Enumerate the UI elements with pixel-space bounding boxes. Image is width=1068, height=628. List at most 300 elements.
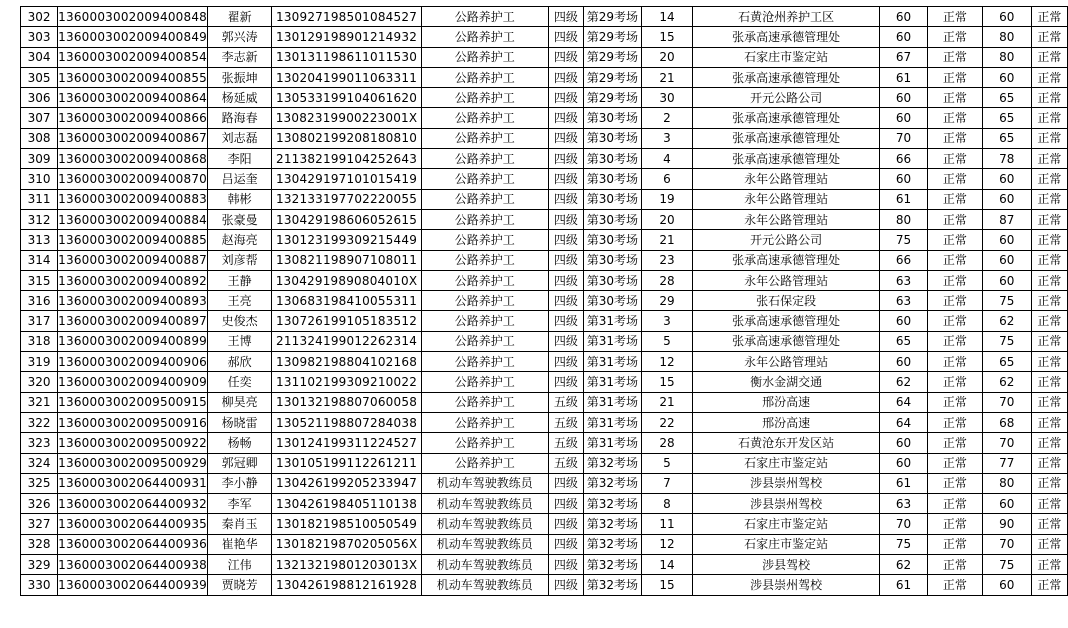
seat-cell: 2 [641, 108, 693, 128]
level-cell: 四级 [548, 575, 583, 595]
theory-status-cell: 正常 [927, 575, 982, 595]
practical-status-cell: 正常 [1031, 108, 1067, 128]
seat-cell: 15 [641, 575, 693, 595]
table-row [21, 473, 1068, 493]
table-row [21, 555, 1068, 575]
level-cell: 四级 [548, 291, 583, 311]
practical-score-cell: 75 [982, 291, 1031, 311]
exam-id-cell: 1360003002009400867 [58, 128, 208, 148]
occupation-cell: 机动车驾驶教练员 [421, 575, 548, 595]
practical-status-cell: 正常 [1031, 534, 1067, 554]
exam-room-cell: 第31考场 [584, 412, 642, 432]
unit-cell: 衡水金湖交通 [693, 372, 880, 392]
name-cell: 翟新 [208, 7, 272, 27]
seq-cell: 304 [21, 47, 58, 67]
seq-cell: 316 [21, 291, 58, 311]
practical-score-cell: 70 [982, 392, 1031, 412]
exam-room-cell: 第30考场 [584, 270, 642, 290]
exam-room-cell: 第30考场 [584, 291, 642, 311]
level-cell: 四级 [548, 250, 583, 270]
theory-score-cell: 67 [880, 47, 928, 67]
exam-id-cell: 1360003002009400848 [58, 7, 208, 27]
name-cell: 崔艳华 [208, 534, 272, 554]
theory-status-cell: 正常 [927, 47, 982, 67]
exam-room-cell: 第32考场 [584, 514, 642, 534]
occupation-cell: 公路养护工 [421, 230, 548, 250]
seq-cell: 315 [21, 270, 58, 290]
name-cell: 张振坤 [208, 67, 272, 87]
occupation-cell: 公路养护工 [421, 189, 548, 209]
seat-cell: 21 [641, 392, 693, 412]
table-row [21, 47, 1068, 67]
unit-cell: 邢汾高速 [693, 412, 880, 432]
seq-cell: 302 [21, 7, 58, 27]
results-table [20, 6, 1068, 596]
unit-cell: 石黄沧州养护工区 [693, 7, 880, 27]
exam-id-cell: 1360003002009400883 [58, 189, 208, 209]
occupation-cell: 公路养护工 [421, 108, 548, 128]
practical-status-cell: 正常 [1031, 412, 1067, 432]
exam-id-cell: 1360003002009500915 [58, 392, 208, 412]
practical-status-cell: 正常 [1031, 128, 1067, 148]
practical-status-cell: 正常 [1031, 27, 1067, 47]
seat-cell: 4 [641, 149, 693, 169]
occupation-cell: 公路养护工 [421, 27, 548, 47]
name-cell: 韩彬 [208, 189, 272, 209]
name-cell: 张豪曼 [208, 209, 272, 229]
seq-cell: 327 [21, 514, 58, 534]
exam-room-cell: 第30考场 [584, 230, 642, 250]
name-cell: 王亮 [208, 291, 272, 311]
theory-score-cell: 60 [880, 27, 928, 47]
seat-cell: 29 [641, 291, 693, 311]
id-number-cell: 13082319900223001X [272, 108, 422, 128]
practical-status-cell: 正常 [1031, 149, 1067, 169]
theory-score-cell: 60 [880, 433, 928, 453]
name-cell: 柳昊亮 [208, 392, 272, 412]
occupation-cell: 公路养护工 [421, 209, 548, 229]
unit-cell: 永年公路管理站 [693, 270, 880, 290]
practical-status-cell: 正常 [1031, 88, 1067, 108]
seq-cell: 307 [21, 108, 58, 128]
name-cell: 李志新 [208, 47, 272, 67]
theory-status-cell: 正常 [927, 555, 982, 575]
level-cell: 四级 [548, 209, 583, 229]
theory-status-cell: 正常 [927, 352, 982, 372]
theory-status-cell: 正常 [927, 27, 982, 47]
level-cell: 四级 [548, 514, 583, 534]
name-cell: 路海春 [208, 108, 272, 128]
occupation-cell: 机动车驾驶教练员 [421, 514, 548, 534]
id-number-cell: 131102199309210022 [272, 372, 422, 392]
occupation-cell: 公路养护工 [421, 331, 548, 351]
table-row [21, 352, 1068, 372]
exam-id-cell: 1360003002009400909 [58, 372, 208, 392]
seq-cell: 314 [21, 250, 58, 270]
theory-status-cell: 正常 [927, 88, 982, 108]
theory-score-cell: 63 [880, 270, 928, 290]
table-row [21, 7, 1068, 27]
seq-cell: 310 [21, 169, 58, 189]
table-row [21, 514, 1068, 534]
theory-score-cell: 61 [880, 473, 928, 493]
exam-id-cell: 1360003002009400906 [58, 352, 208, 372]
exam-room-cell: 第29考场 [584, 47, 642, 67]
exam-id-cell: 1360003002064400931 [58, 473, 208, 493]
theory-score-cell: 64 [880, 412, 928, 432]
theory-score-cell: 64 [880, 392, 928, 412]
theory-score-cell: 70 [880, 128, 928, 148]
theory-score-cell: 80 [880, 209, 928, 229]
unit-cell: 开元公路公司 [693, 88, 880, 108]
exam-id-cell: 1360003002009400884 [58, 209, 208, 229]
level-cell: 四级 [548, 27, 583, 47]
seat-cell: 15 [641, 27, 693, 47]
practical-score-cell: 80 [982, 473, 1031, 493]
seat-cell: 11 [641, 514, 693, 534]
level-cell: 四级 [548, 88, 583, 108]
exam-room-cell: 第30考场 [584, 250, 642, 270]
name-cell: 杨畅 [208, 433, 272, 453]
name-cell: 刘彦帮 [208, 250, 272, 270]
seq-cell: 313 [21, 230, 58, 250]
theory-score-cell: 61 [880, 189, 928, 209]
level-cell: 四级 [548, 108, 583, 128]
seat-cell: 5 [641, 331, 693, 351]
theory-score-cell: 60 [880, 108, 928, 128]
practical-score-cell: 80 [982, 27, 1031, 47]
theory-status-cell: 正常 [927, 494, 982, 514]
unit-cell: 石家庄市鉴定站 [693, 47, 880, 67]
name-cell: 史俊杰 [208, 311, 272, 331]
table-row [21, 169, 1068, 189]
seat-cell: 20 [641, 47, 693, 67]
seat-cell: 7 [641, 473, 693, 493]
practical-score-cell: 60 [982, 270, 1031, 290]
seq-cell: 328 [21, 534, 58, 554]
table-row [21, 575, 1068, 595]
level-cell: 四级 [548, 352, 583, 372]
level-cell: 四级 [548, 128, 583, 148]
seat-cell: 22 [641, 412, 693, 432]
theory-score-cell: 65 [880, 331, 928, 351]
exam-room-cell: 第31考场 [584, 311, 642, 331]
theory-score-cell: 60 [880, 453, 928, 473]
practical-status-cell: 正常 [1031, 331, 1067, 351]
practical-status-cell: 正常 [1031, 514, 1067, 534]
name-cell: 王博 [208, 331, 272, 351]
theory-score-cell: 62 [880, 555, 928, 575]
seq-cell: 320 [21, 372, 58, 392]
table-row [21, 291, 1068, 311]
unit-cell: 张承高速承德管理处 [693, 311, 880, 331]
unit-cell: 张承高速承德管理处 [693, 108, 880, 128]
unit-cell: 开元公路公司 [693, 230, 880, 250]
seat-cell: 28 [641, 270, 693, 290]
table-row [21, 311, 1068, 331]
practical-status-cell: 正常 [1031, 433, 1067, 453]
occupation-cell: 机动车驾驶教练员 [421, 473, 548, 493]
theory-status-cell: 正常 [927, 331, 982, 351]
exam-id-cell: 1360003002009400885 [58, 230, 208, 250]
practical-score-cell: 75 [982, 331, 1031, 351]
seat-cell: 21 [641, 230, 693, 250]
exam-id-cell: 1360003002064400936 [58, 534, 208, 554]
occupation-cell: 公路养护工 [421, 311, 548, 331]
practical-status-cell: 正常 [1031, 230, 1067, 250]
id-number-cell: 130105199112261211 [272, 453, 422, 473]
practical-score-cell: 60 [982, 169, 1031, 189]
practical-status-cell: 正常 [1031, 453, 1067, 473]
exam-room-cell: 第32考场 [584, 555, 642, 575]
id-number-cell: 13213219801203013X [272, 555, 422, 575]
theory-score-cell: 75 [880, 230, 928, 250]
seq-cell: 308 [21, 128, 58, 148]
practical-score-cell: 65 [982, 108, 1031, 128]
id-number-cell: 130124199311224527 [272, 433, 422, 453]
exam-room-cell: 第29考场 [584, 7, 642, 27]
seq-cell: 318 [21, 331, 58, 351]
id-number-cell: 130927198501084527 [272, 7, 422, 27]
exam-id-cell: 1360003002064400939 [58, 575, 208, 595]
name-cell: 郭冠卿 [208, 453, 272, 473]
exam-room-cell: 第31考场 [584, 392, 642, 412]
practical-status-cell: 正常 [1031, 473, 1067, 493]
id-number-cell: 130132198807060058 [272, 392, 422, 412]
seat-cell: 19 [641, 189, 693, 209]
practical-status-cell: 正常 [1031, 189, 1067, 209]
name-cell: 吕运奎 [208, 169, 272, 189]
name-cell: 李小静 [208, 473, 272, 493]
theory-score-cell: 63 [880, 494, 928, 514]
unit-cell: 涉县崇州驾校 [693, 575, 880, 595]
table-row [21, 128, 1068, 148]
id-number-cell: 130521198807284038 [272, 412, 422, 432]
practical-score-cell: 65 [982, 88, 1031, 108]
theory-status-cell: 正常 [927, 311, 982, 331]
exam-room-cell: 第31考场 [584, 331, 642, 351]
level-cell: 四级 [548, 7, 583, 27]
seat-cell: 28 [641, 433, 693, 453]
seq-cell: 326 [21, 494, 58, 514]
seat-cell: 3 [641, 128, 693, 148]
name-cell: 王静 [208, 270, 272, 290]
exam-id-cell: 1360003002009500922 [58, 433, 208, 453]
table-row [21, 494, 1068, 514]
id-number-cell: 130726199105183512 [272, 311, 422, 331]
occupation-cell: 公路养护工 [421, 7, 548, 27]
theory-status-cell: 正常 [927, 453, 982, 473]
exam-id-cell: 1360003002009400868 [58, 149, 208, 169]
theory-status-cell: 正常 [927, 433, 982, 453]
practical-status-cell: 正常 [1031, 352, 1067, 372]
table-row [21, 27, 1068, 47]
level-cell: 四级 [548, 67, 583, 87]
practical-score-cell: 87 [982, 209, 1031, 229]
practical-status-cell: 正常 [1031, 575, 1067, 595]
exam-room-cell: 第30考场 [584, 128, 642, 148]
practical-score-cell: 70 [982, 534, 1031, 554]
level-cell: 四级 [548, 473, 583, 493]
id-number-cell: 130429198606052615 [272, 209, 422, 229]
occupation-cell: 公路养护工 [421, 270, 548, 290]
level-cell: 四级 [548, 534, 583, 554]
practical-score-cell: 62 [982, 311, 1031, 331]
unit-cell: 涉县崇州驾校 [693, 473, 880, 493]
table-row [21, 108, 1068, 128]
level-cell: 四级 [548, 372, 583, 392]
name-cell: 贾晓芳 [208, 575, 272, 595]
practical-status-cell: 正常 [1031, 494, 1067, 514]
table-row [21, 453, 1068, 473]
theory-score-cell: 63 [880, 291, 928, 311]
seat-cell: 12 [641, 352, 693, 372]
level-cell: 四级 [548, 555, 583, 575]
name-cell: 李军 [208, 494, 272, 514]
seq-cell: 322 [21, 412, 58, 432]
exam-room-cell: 第31考场 [584, 352, 642, 372]
seat-cell: 30 [641, 88, 693, 108]
theory-score-cell: 70 [880, 514, 928, 534]
exam-id-cell: 1360003002009400893 [58, 291, 208, 311]
id-number-cell: 13042919890804010X [272, 270, 422, 290]
practical-status-cell: 正常 [1031, 209, 1067, 229]
exam-room-cell: 第29考场 [584, 67, 642, 87]
exam-room-cell: 第29考场 [584, 27, 642, 47]
occupation-cell: 公路养护工 [421, 169, 548, 189]
exam-room-cell: 第29考场 [584, 88, 642, 108]
theory-score-cell: 60 [880, 7, 928, 27]
theory-score-cell: 60 [880, 169, 928, 189]
theory-score-cell: 61 [880, 67, 928, 87]
seq-cell: 323 [21, 433, 58, 453]
theory-score-cell: 66 [880, 250, 928, 270]
table-body [21, 7, 1068, 596]
id-number-cell: 130821198907108011 [272, 250, 422, 270]
seat-cell: 21 [641, 67, 693, 87]
exam-room-cell: 第30考场 [584, 169, 642, 189]
table-row [21, 331, 1068, 351]
table-row [21, 189, 1068, 209]
occupation-cell: 机动车驾驶教练员 [421, 555, 548, 575]
table-row [21, 250, 1068, 270]
level-cell: 四级 [548, 149, 583, 169]
occupation-cell: 公路养护工 [421, 250, 548, 270]
seat-cell: 6 [641, 169, 693, 189]
theory-score-cell: 60 [880, 88, 928, 108]
id-number-cell: 130683198410055311 [272, 291, 422, 311]
id-number-cell: 130982198804102168 [272, 352, 422, 372]
exam-room-cell: 第30考场 [584, 189, 642, 209]
seq-cell: 303 [21, 27, 58, 47]
theory-status-cell: 正常 [927, 108, 982, 128]
theory-status-cell: 正常 [927, 270, 982, 290]
exam-id-cell: 1360003002064400935 [58, 514, 208, 534]
practical-score-cell: 78 [982, 149, 1031, 169]
exam-room-cell: 第32考场 [584, 473, 642, 493]
seq-cell: 312 [21, 209, 58, 229]
id-number-cell: 130131198611011530 [272, 47, 422, 67]
seat-cell: 12 [641, 534, 693, 554]
exam-room-cell: 第31考场 [584, 433, 642, 453]
theory-score-cell: 60 [880, 311, 928, 331]
exam-room-cell: 第30考场 [584, 149, 642, 169]
occupation-cell: 公路养护工 [421, 352, 548, 372]
theory-status-cell: 正常 [927, 169, 982, 189]
theory-score-cell: 60 [880, 352, 928, 372]
seat-cell: 14 [641, 7, 693, 27]
unit-cell: 张承高速承德管理处 [693, 149, 880, 169]
practical-score-cell: 60 [982, 575, 1031, 595]
practical-status-cell: 正常 [1031, 555, 1067, 575]
name-cell: 杨晓雷 [208, 412, 272, 432]
occupation-cell: 公路养护工 [421, 372, 548, 392]
occupation-cell: 公路养护工 [421, 453, 548, 473]
practical-score-cell: 68 [982, 412, 1031, 432]
seq-cell: 324 [21, 453, 58, 473]
seat-cell: 20 [641, 209, 693, 229]
name-cell: 任奕 [208, 372, 272, 392]
practical-status-cell: 正常 [1031, 67, 1067, 87]
seq-cell: 306 [21, 88, 58, 108]
seat-cell: 3 [641, 311, 693, 331]
seat-cell: 14 [641, 555, 693, 575]
exam-id-cell: 1360003002009400854 [58, 47, 208, 67]
name-cell: 杨延威 [208, 88, 272, 108]
practical-score-cell: 90 [982, 514, 1031, 534]
exam-id-cell: 1360003002009400892 [58, 270, 208, 290]
exam-room-cell: 第32考场 [584, 534, 642, 554]
seat-cell: 8 [641, 494, 693, 514]
table-row [21, 433, 1068, 453]
unit-cell: 永年公路管理站 [693, 169, 880, 189]
unit-cell: 邢汾高速 [693, 392, 880, 412]
practical-score-cell: 70 [982, 433, 1031, 453]
id-number-cell: 132133197702220055 [272, 189, 422, 209]
id-number-cell: 130426198812161928 [272, 575, 422, 595]
level-cell: 四级 [548, 331, 583, 351]
level-cell: 四级 [548, 311, 583, 331]
practical-score-cell: 62 [982, 372, 1031, 392]
level-cell: 四级 [548, 230, 583, 250]
exam-id-cell: 1360003002064400932 [58, 494, 208, 514]
exam-id-cell: 1360003002009400849 [58, 27, 208, 47]
practical-status-cell: 正常 [1031, 291, 1067, 311]
name-cell: 秦肖玉 [208, 514, 272, 534]
theory-status-cell: 正常 [927, 291, 982, 311]
unit-cell: 石家庄市鉴定站 [693, 534, 880, 554]
unit-cell: 石家庄市鉴定站 [693, 453, 880, 473]
id-number-cell: 130182198510050549 [272, 514, 422, 534]
unit-cell: 涉县驾校 [693, 555, 880, 575]
theory-status-cell: 正常 [927, 149, 982, 169]
practical-score-cell: 60 [982, 230, 1031, 250]
theory-status-cell: 正常 [927, 67, 982, 87]
practical-score-cell: 60 [982, 189, 1031, 209]
table-row [21, 88, 1068, 108]
occupation-cell: 公路养护工 [421, 88, 548, 108]
id-number-cell: 130802199208180810 [272, 128, 422, 148]
theory-score-cell: 75 [880, 534, 928, 554]
level-cell: 五级 [548, 433, 583, 453]
seat-cell: 15 [641, 372, 693, 392]
theory-status-cell: 正常 [927, 230, 982, 250]
level-cell: 五级 [548, 453, 583, 473]
unit-cell: 张承高速承德管理处 [693, 67, 880, 87]
level-cell: 四级 [548, 494, 583, 514]
exam-id-cell: 1360003002009400864 [58, 88, 208, 108]
unit-cell: 石家庄市鉴定站 [693, 514, 880, 534]
